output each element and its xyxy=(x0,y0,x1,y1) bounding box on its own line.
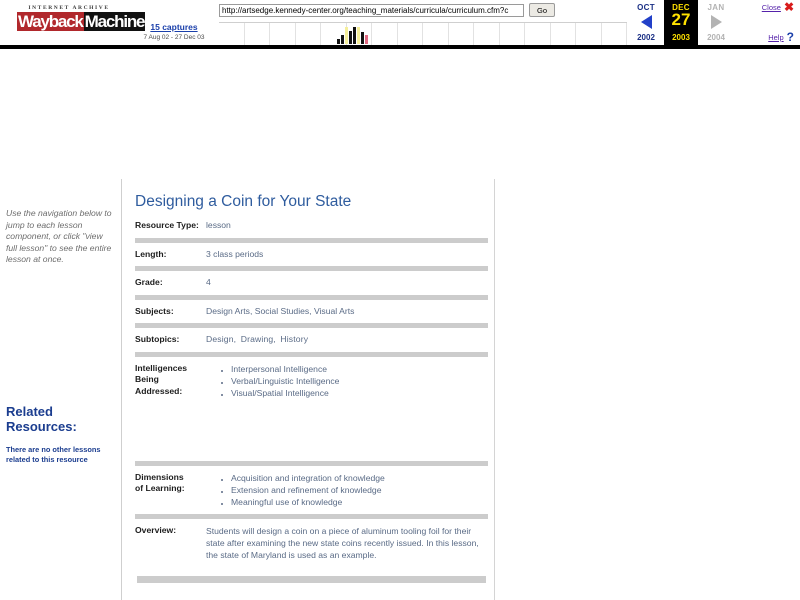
row-separator xyxy=(135,238,488,243)
field-row-subjects xyxy=(135,306,488,318)
row-separator xyxy=(135,461,488,466)
lesson-page xyxy=(0,179,800,600)
lesson-main-content xyxy=(122,179,495,600)
timeline-bar[interactable] xyxy=(341,35,344,44)
page-title: Designing a Coin for Your State xyxy=(135,193,352,210)
sidebar-navigation-note: Use the navigation below to jump to each lesson component, or click "view full lesson" to see the entire lesson at once. xyxy=(6,208,112,265)
field-row-overview xyxy=(135,525,488,562)
list-item: • Visual/Spatial Intelligence xyxy=(231,387,488,399)
arrow-left-icon xyxy=(641,15,652,29)
current-day-label: 27 xyxy=(671,10,691,29)
timeline-bar[interactable] xyxy=(365,35,368,44)
field-row-subtopics xyxy=(135,334,488,346)
list-item: • Meaningful use of knowledge xyxy=(231,496,488,508)
row-separator xyxy=(135,514,488,519)
help-row[interactable] xyxy=(768,32,794,42)
page-right-margin xyxy=(495,179,800,600)
field-value: lesson xyxy=(206,220,231,230)
date-navigator xyxy=(628,0,738,45)
prev-capture-button[interactable] xyxy=(628,0,664,45)
captures-block xyxy=(128,22,220,41)
field-label-line: Intelligences xyxy=(135,362,188,373)
timeline-tick xyxy=(500,23,526,45)
list-item: • Extension and refinement of knowledge xyxy=(231,484,488,496)
field-row-dimensions xyxy=(135,472,488,508)
field-label-line: Dimensions xyxy=(135,471,184,482)
row-separator xyxy=(137,576,486,583)
next-year-label: 2004 xyxy=(707,33,725,42)
field-value xyxy=(203,472,488,508)
next-capture-button[interactable] xyxy=(698,0,734,45)
timeline-bar[interactable] xyxy=(349,31,352,44)
close-link[interactable]: Close xyxy=(761,2,781,12)
go-button[interactable]: Go xyxy=(529,3,555,17)
field-label-line: of Learning: xyxy=(135,483,185,493)
timeline-capture-bars xyxy=(337,26,368,44)
timeline-bar[interactable] xyxy=(345,27,348,44)
timeline-tick xyxy=(423,23,449,45)
timeline-tick xyxy=(245,23,271,45)
captures-date-range: 7 Aug 02 - 27 Dec 03 xyxy=(143,34,205,41)
field-label: Subjects: xyxy=(135,305,174,316)
timeline-tick xyxy=(474,23,500,45)
timeline-tick xyxy=(296,23,322,45)
field-row-intelligences xyxy=(135,363,488,399)
url-input[interactable] xyxy=(219,4,524,17)
close-icon[interactable]: ✖ xyxy=(783,0,794,14)
no-related-resources-text: There are no other lessons related to this resource xyxy=(6,445,101,464)
dimensions-list xyxy=(206,472,488,508)
url-bar-row xyxy=(219,3,555,17)
timeline-tick xyxy=(576,23,602,45)
timeline-tick xyxy=(551,23,577,45)
timeline-tick xyxy=(602,23,628,45)
field-label: Subtopics: xyxy=(135,334,180,344)
row-separator xyxy=(135,295,488,300)
related-resources-heading: Related Resources: xyxy=(6,404,77,434)
help-link[interactable]: Help xyxy=(768,32,784,42)
wayback-logo[interactable] xyxy=(17,4,145,31)
field-row-grade xyxy=(135,277,488,289)
wordmark-machine: Machine xyxy=(84,12,145,31)
row-separator xyxy=(135,266,488,271)
field-label: Length: xyxy=(135,248,167,259)
field-label xyxy=(135,472,203,495)
field-label-line: Being xyxy=(135,374,159,384)
arrow-right-icon xyxy=(711,15,722,29)
timeline-bar[interactable] xyxy=(353,27,356,44)
current-year-label: 2003 xyxy=(672,33,690,42)
timeline-tick xyxy=(398,23,424,45)
next-month-label: JAN xyxy=(707,3,725,12)
list-item: • Interpersonal Intelligence xyxy=(231,363,488,375)
timeline-bar[interactable] xyxy=(361,32,364,44)
current-month-label: DEC xyxy=(672,3,690,12)
current-capture-date xyxy=(664,0,698,45)
field-value: 4 xyxy=(206,277,211,287)
prev-year-label: 2002 xyxy=(637,33,655,42)
field-row-resource-type xyxy=(135,220,488,232)
capture-timeline[interactable] xyxy=(219,22,627,45)
lesson-sidebar xyxy=(0,179,122,600)
field-row-length xyxy=(135,249,488,261)
captures-count-link[interactable]: 15 captures xyxy=(150,22,198,32)
content-gap xyxy=(135,399,488,455)
row-separator xyxy=(135,352,488,357)
field-label: Overview: xyxy=(135,524,177,535)
close-row[interactable] xyxy=(738,2,794,12)
prev-month-label: OCT xyxy=(637,3,655,12)
timeline-bar[interactable] xyxy=(357,27,360,44)
timeline-tick xyxy=(270,23,296,45)
field-label: Resource Type: xyxy=(135,220,199,230)
internet-archive-label: INTERNET ARCHIVE xyxy=(28,5,110,11)
wordmark-wayback: Wayback xyxy=(18,12,83,31)
timeline-bar[interactable] xyxy=(337,39,340,44)
list-item: • Verbal/Linguistic Intelligence xyxy=(231,375,488,387)
intelligences-list xyxy=(206,363,488,399)
field-value: 3 class periods xyxy=(206,248,264,259)
list-item: • Acquisition and integration of knowledge xyxy=(231,472,488,484)
field-label xyxy=(135,363,203,398)
timeline-tick xyxy=(449,23,475,45)
field-value xyxy=(203,363,488,399)
field-value: Students will design a coin on a piece of aluminum tooling foil for their state after examining the new state coins recently issued. In this lesson, the state of Maryland is used as an example. xyxy=(206,525,479,561)
toolbar-corner-links xyxy=(738,2,794,44)
row-separator xyxy=(135,323,488,328)
timeline-tick xyxy=(525,23,551,45)
wayback-machine-wordmark xyxy=(17,12,145,31)
timeline-ticks xyxy=(219,23,627,45)
field-label: Grade: xyxy=(135,277,163,287)
help-icon[interactable]: ? xyxy=(786,30,794,44)
field-value: Design, Drawing, History xyxy=(206,334,309,344)
field-label-line: Addressed: xyxy=(135,385,183,396)
field-value: Design Arts, Social Studies, Visual Arts xyxy=(206,305,355,316)
wayback-toolbar xyxy=(0,0,800,49)
timeline-tick xyxy=(372,23,398,45)
timeline-tick xyxy=(219,23,245,45)
